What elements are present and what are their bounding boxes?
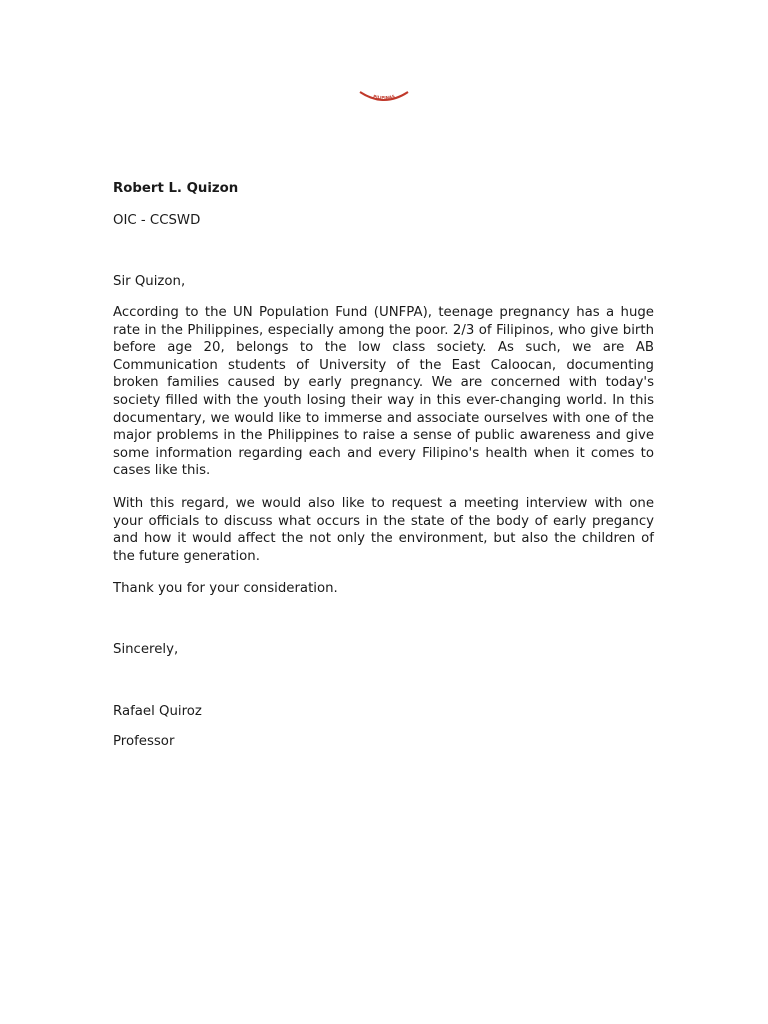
svg-text:PILIPINAS (373, 94, 396, 100)
closing: Sincerely, (113, 642, 179, 657)
salutation: Sir Quizon, (113, 274, 186, 289)
sender-name: Rafael Quiroz (113, 704, 202, 719)
recipient-name: Robert L. Quizon (113, 181, 239, 196)
seal-logo-icon (356, 86, 412, 108)
body-paragraph-2: With this regard, we would also like to request a meeting interview with one your officials to discuss what occurs in the state of the body of early pregancy and how it would affect the not only the environment, but also the children of the future generation. (113, 496, 654, 564)
thanks-line: Thank you for your consideration. (113, 581, 338, 596)
seal-text: PILIPINAS (372, 93, 396, 101)
body-paragraph-1: According to the UN Population Fund (UNFPA), teenage pregnancy has a huge rate in the Philippines, especially among the poor. 2/3 of Filipinos, who give birth before age 20, belongs to the low class society. As such, we are AB Communication students of University of the East Caloocan, documenting broken families caused by early pregnancy. We are concerned with today's society filled with the youth losing their way in this ever-changing world. In this documentary, we would like to immerse and associate ourselves with one of the major problems in the Philippines to raise a sense of public awareness and give some information regarding each and every Filipino's health when it comes to cases like this. (113, 305, 654, 479)
recipient-title: OIC - CCSWD (113, 213, 201, 228)
sender-title: Professor (113, 734, 175, 749)
